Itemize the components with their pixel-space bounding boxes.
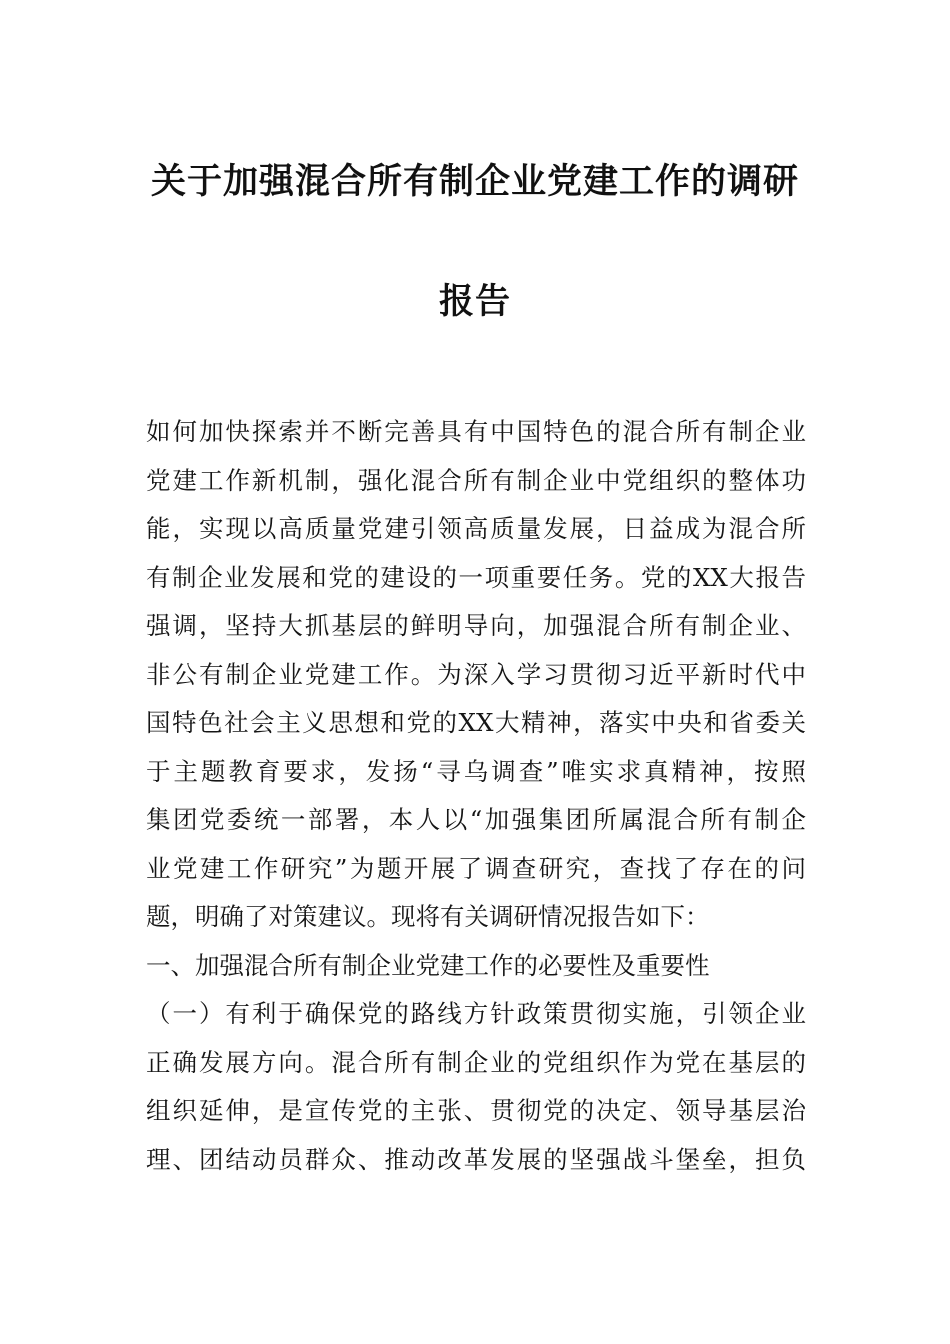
- subsection-heading-line: （一）有利于确保党的路线方针政策贯彻实施，引领企业: [146, 999, 806, 1028]
- body-line: 业党建工作研究”为题开展了调查研究，查找了存在的问: [146, 853, 806, 883]
- body-line: 非公有制企业党建工作。为深入学习贯彻习近平新时代中: [146, 659, 806, 689]
- document-title-line-2: 报告: [438, 282, 511, 322]
- body-line: 能，实现以高质量党建引领高质量发展，日益成为混合所: [146, 514, 806, 543]
- body-line: 题，明确了对策建议。现将有关调研情况报告如下：: [146, 902, 710, 931]
- body-line: 国特色社会主义思想和党的XX大精神，落实中央和省委关: [146, 708, 806, 737]
- body-line: 有制企业发展和党的建设的一项重要任务。党的XX大报告: [146, 562, 806, 592]
- body-line: 理、团结动员群众、推动改革发展的坚强战斗堡垒，担负: [146, 1144, 806, 1174]
- section-heading: 一、加强混合所有制企业党建工作的必要性及重要性: [146, 950, 710, 980]
- body-line: 党建工作新机制，强化混合所有制企业中党组织的整体功: [146, 465, 806, 495]
- body-line: 于主题教育要求，发扬“寻乌调查”唯实求真精神，按照: [146, 756, 806, 786]
- body-line: 强调，坚持大抓基层的鲜明导向，加强混合所有制企业、: [146, 611, 806, 640]
- body-line: 组织延伸，是宣传党的主张、贯彻党的决定、领导基层治: [146, 1096, 806, 1125]
- body-line: 如何加快探索并不断完善具有中国特色的混合所有制企业: [146, 417, 806, 446]
- body-line: 正确发展方向。混合所有制企业的党组织作为党在基层的: [146, 1047, 806, 1077]
- body-line: 集团党委统一部署，本人以“加强集团所属混合所有制企: [146, 805, 806, 834]
- document-title-line-1: 关于加强混合所有制企业党建工作的调研: [150, 162, 799, 202]
- document-body: [146, 408, 806, 1184]
